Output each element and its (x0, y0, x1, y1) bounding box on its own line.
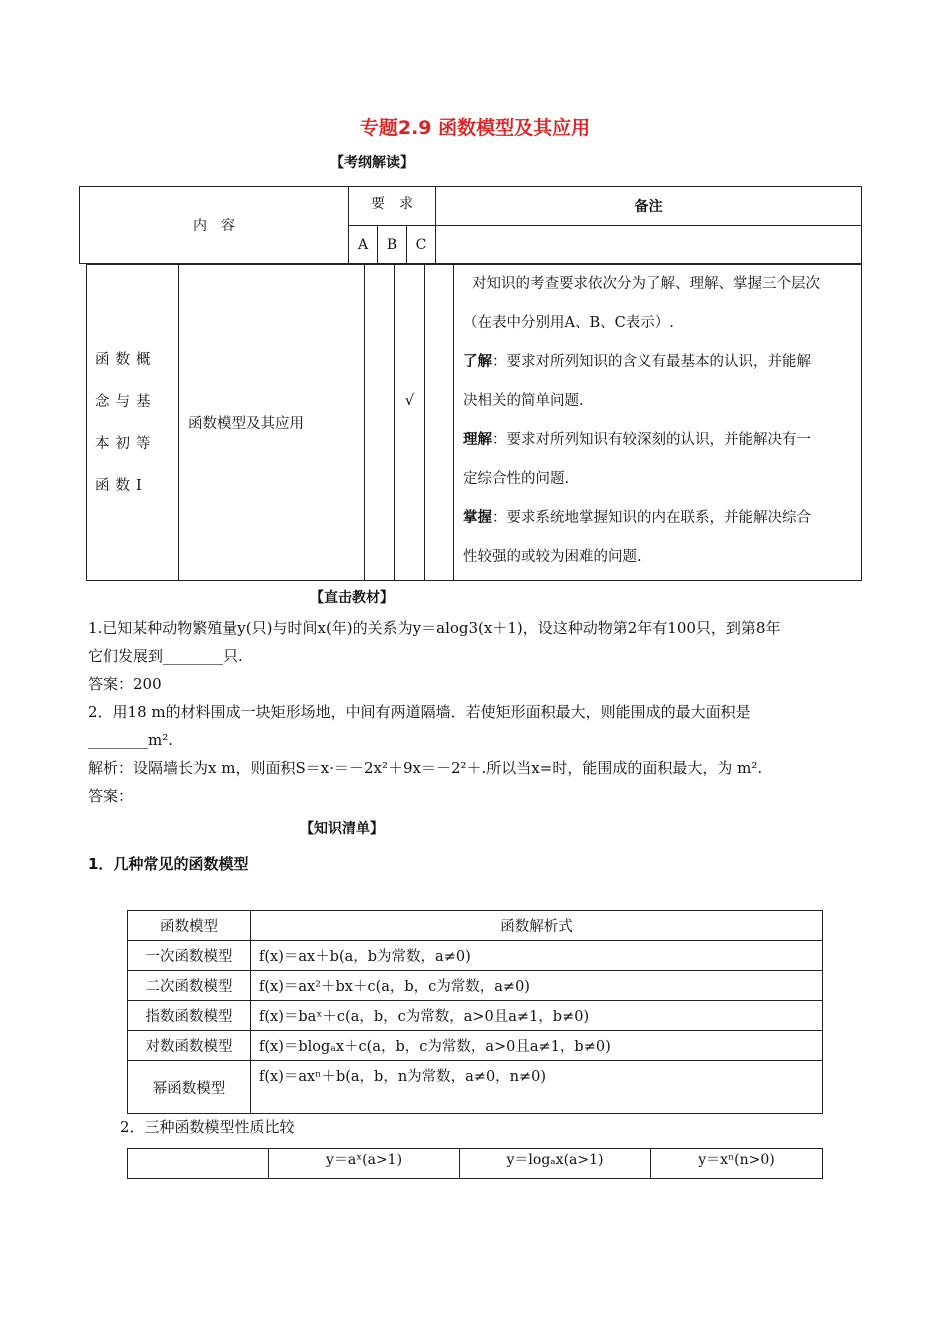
model-formula: f(x)＝axⁿ＋b(a，b，n为常数，a≠0，n≠0) (251, 1061, 823, 1114)
model-formula: f(x)＝ax²＋bx＋c(a，b，c为常数，a≠0) (251, 971, 823, 1001)
model-name: 二次函数模型 (128, 971, 251, 1001)
comparison-header: y＝xⁿ(n>0) (651, 1149, 823, 1179)
note-text: 对知识的考查要求依次分为了解、理解、掌握三个层次 (472, 276, 820, 292)
table-row (128, 941, 823, 971)
note-cell (454, 265, 862, 581)
model-name: 指数函数模型 (128, 1001, 251, 1031)
question-2-answer: 答案： (88, 787, 134, 805)
note-text: 性较强的或较为困难的问题. (463, 549, 642, 565)
category-cell (87, 265, 179, 581)
header-note: 备注 (436, 187, 862, 226)
comparison-header (128, 1149, 269, 1179)
question-2-line-1: 2．用18 m的材料围成一块矩形场地，中间有两道隔墙．若使矩形面积最大，则能围成的最大面积是 (88, 703, 751, 721)
topic-cell: 函数模型及其应用 (179, 265, 365, 581)
question-1-answer: 答案：200 (88, 675, 162, 693)
comparison-table (127, 1148, 823, 1179)
note-text: 决相关的简单问题. (463, 393, 584, 409)
model-name: 一次函数模型 (128, 941, 251, 971)
note-empty-cell (436, 226, 862, 264)
section-qingdan-heading: 【知识清单】 (300, 821, 384, 837)
note-text: ：要求对所列知识有较深刻的认识，并能解决有一 (492, 432, 811, 448)
note-label: 了解 (463, 354, 492, 370)
level-c: C (407, 226, 436, 264)
function-models-table (127, 910, 823, 1114)
table-row (128, 1001, 823, 1031)
model-formula: f(x)＝ax＋b(a，b为常数，a≠0) (251, 941, 823, 971)
note-text: （在表中分别用A、B、C表示）. (463, 315, 674, 331)
category-line: 函数概 (95, 351, 157, 368)
note-text: 定综合性的问题. (463, 471, 570, 487)
question-1-line-1: 1.已知某种动物繁殖量y(只)与时间x(年)的关系为y＝alog3(x＋1)，设这种动物第2年有100只，到第8年 (88, 619, 781, 637)
model-name: 幂函数模型 (128, 1061, 251, 1114)
table-row (128, 1061, 823, 1114)
model-formula: f(x)＝baˣ＋c(a，b，c为常数，a>0且a≠1，b≠0) (251, 1001, 823, 1031)
page-title: 专题2.9 函数模型及其应用 (359, 117, 591, 139)
header-requirements: 要 求 (349, 187, 436, 226)
check-mark: √ (395, 265, 425, 581)
category-line: 念与基 (95, 393, 157, 410)
note-text: ：要求对所列知识的含义有最基本的认识，并能解 (492, 354, 811, 370)
category-line: 本初等 (95, 435, 157, 452)
question-2-line-2: ________m². (88, 731, 174, 749)
table-row (128, 971, 823, 1001)
question-2-analysis: 解析：设隔墙长为x m，则面积S＝x·＝－2x²＋9x＝－2²＋.所以当x=时，能围成的面积最大，为 m². (88, 759, 763, 777)
header-content: 内 容 (80, 187, 349, 264)
note-label: 掌握 (463, 510, 492, 526)
section-zhiji-heading: 【直击教材】 (310, 590, 394, 606)
question-1-line-2: 它们发展到________只. (88, 647, 243, 665)
model-name: 对数函数模型 (128, 1031, 251, 1061)
note-label: 理解 (463, 432, 492, 448)
section-kangang-heading: 【考纲解读】 (330, 155, 414, 171)
models-header: 函数模型 (128, 911, 251, 941)
category-line: 函数Ⅰ (95, 477, 148, 494)
model-formula: f(x)＝blogₐx＋c(a，b，c为常数，a>0且a≠1，b≠0) (251, 1031, 823, 1061)
level-a-cell (365, 265, 395, 581)
level-b: B (378, 226, 407, 264)
comparison-header: y＝logₐx(a>1) (460, 1149, 651, 1179)
comparison-header: y＝aˣ(a>1) (269, 1149, 460, 1179)
requirements-header-table (79, 186, 862, 264)
level-a: A (349, 226, 378, 264)
models-header: 函数解析式 (251, 911, 823, 941)
level-c-cell (425, 265, 454, 581)
heading-function-models: 1．几种常见的函数模型 (88, 855, 249, 873)
table-row (128, 1031, 823, 1061)
heading-model-comparison: 2．三种函数模型性质比较 (120, 1118, 295, 1136)
requirements-body-table (86, 264, 862, 581)
note-text: ：要求系统地掌握知识的内在联系，并能解决综合 (492, 510, 811, 526)
